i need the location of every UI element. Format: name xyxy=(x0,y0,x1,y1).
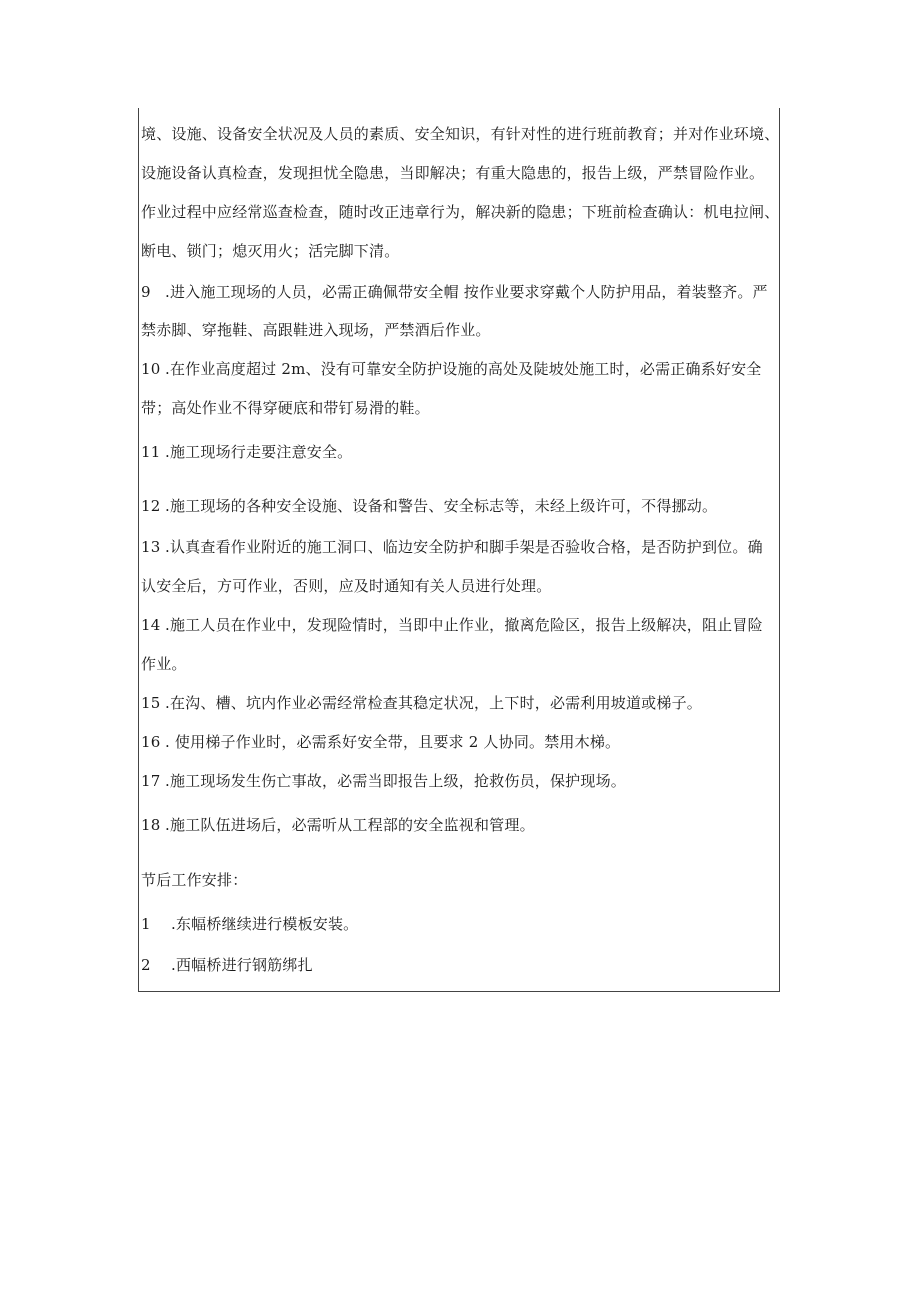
item-text: .施工现场行走要注意安全。 xyxy=(165,443,353,461)
item-number: 16 xyxy=(141,733,161,751)
item-text: .施工现场发生伤亡事故，必需当即报告上级，抢救伤员，保护现场。 xyxy=(165,772,626,790)
list-item xyxy=(141,537,763,557)
list-item xyxy=(141,496,717,516)
list-item-continuation: 带；高处作业不得穿硬底和带钉易滑的鞋。 xyxy=(141,399,430,417)
list-item xyxy=(141,914,358,934)
intro-line: 境、设施、设备安全状况及人员的素质、安全知识，有针对性的进行班前教育；并对作业环境、 xyxy=(141,125,780,143)
list-item xyxy=(141,693,702,713)
item-number: 1 xyxy=(141,915,151,933)
item-number: 12 xyxy=(141,497,161,515)
item-text: .东幅桥继续进行模板安装。 xyxy=(171,915,359,933)
list-item xyxy=(141,815,535,835)
item-text: .施工队伍进场后，必需听从工程部的安全监视和管理。 xyxy=(165,816,535,834)
list-item xyxy=(141,282,768,302)
item-number: 2 xyxy=(141,956,151,974)
item-number: 18 xyxy=(141,816,161,834)
list-item-continuation: 禁赤脚、穿拖鞋、高跟鞋进入现场，严禁酒后作业。 xyxy=(141,321,491,339)
list-item xyxy=(141,615,763,635)
item-number: 10 xyxy=(141,360,161,378)
item-number: 13 xyxy=(141,538,161,556)
item-number: 15 xyxy=(141,694,161,712)
item-number: 17 xyxy=(141,772,161,790)
section-heading: 节后工作安排： xyxy=(141,871,248,889)
item-text: .在作业高度超过 2m、没有可靠安全防护设施的高处及陡坡处施工时，必需正确系好安全 xyxy=(165,360,762,378)
list-item xyxy=(141,955,313,975)
list-item xyxy=(141,732,620,752)
item-number: 14 xyxy=(141,616,161,634)
intro-line: 设施设备认真检查，发现担忧全隐患，当即解决；有重大隐患的，报告上级，严禁冒险作业。 xyxy=(141,164,765,182)
item-text: . 使用梯子作业时，必需系好安全带，且要求 2 人协同。禁用木梯。 xyxy=(165,733,621,751)
item-text: .西幅桥进行钢筋绑扎 xyxy=(171,956,313,974)
item-text: .在沟、槽、坑内作业必需经常检查其稳定状况，上下时，必需利用坡道或梯子。 xyxy=(165,694,702,712)
item-number: 11 xyxy=(141,443,161,461)
intro-line: 作业过程中应经常巡查检查，随时改正违章行为，解决新的隐患；下班前检查确认：机电拉闸、 xyxy=(141,203,780,221)
list-item-continuation: 认安全后，方可作业，否则，应及时通知有关人员进行处理。 xyxy=(141,577,552,595)
list-item xyxy=(141,359,762,379)
list-item xyxy=(141,442,352,462)
item-text: .施工现场的各种安全设施、设备和警告、安全标志等，未经上级许可，不得挪动。 xyxy=(165,497,718,515)
item-text: .认真查看作业附近的施工洞口、临边安全防护和脚手架是否验收合格，是否防护到位。确 xyxy=(165,538,763,556)
intro-line: 断电、锁门；熄灭用火；活完脚下清。 xyxy=(141,242,400,260)
item-number: 9 xyxy=(141,283,151,301)
list-item-continuation: 作业。 xyxy=(141,655,187,673)
item-text: .进入施工现场的人员，必需正确佩带安全帽 按作业要求穿戴个人防护用品，着装整齐。严 xyxy=(165,283,768,301)
list-item xyxy=(141,771,626,791)
item-text: .施工人员在作业中，发现险情时，当即中止作业，撤离危险区，报告上级解决，阻止冒险 xyxy=(165,616,763,634)
